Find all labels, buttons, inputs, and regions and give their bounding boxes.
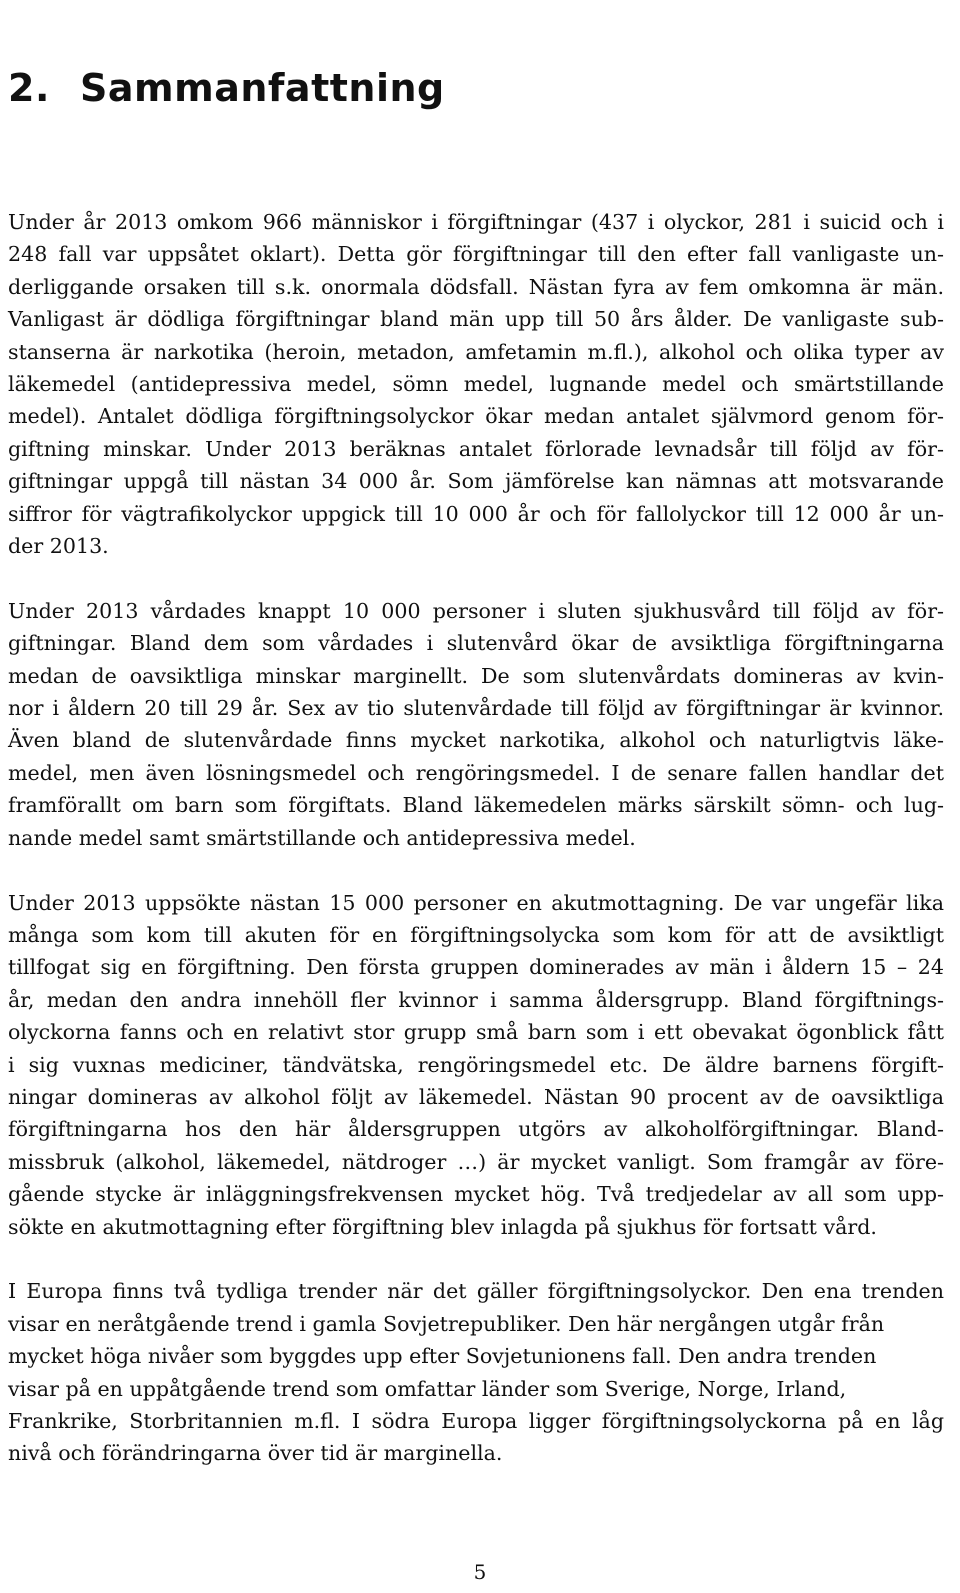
text-line: olyckorna fanns och en relativt stor grupp små barn som i ett obevakat ögonblick fått bbox=[8, 1020, 944, 1045]
text-line: Vanligast är dödliga förgiftningar bland män upp till 50 års ålder. De vanligaste sub- bbox=[8, 307, 944, 332]
text-line: många som kom till akuten för en förgiftningsolycka som kom för att de avsiktligt bbox=[8, 922, 944, 947]
text-line: giftningar uppgå till nästan 34 000 år. Som jämförelse kan nämnas att motsvarande bbox=[8, 469, 944, 494]
text-line: medel, men även lösningsmedel och rengöringsmedel. I de senare fallen handlar det bbox=[8, 760, 944, 785]
text-line: nor i åldern 20 till 29 år. Sex av tio slutenvårdade till följd av förgiftningar är kvinnor. bbox=[8, 696, 944, 721]
text-line: missbruk (alkohol, läkemedel, nätdroger …) är mycket vanligt. Som framgår av före- bbox=[8, 1149, 944, 1174]
paragraph-poisoning-deaths bbox=[8, 206, 944, 562]
text-line: i sig vuxnas mediciner, tändvätska, rengöringsmedel etc. De äldre barnens förgift- bbox=[8, 1052, 944, 1077]
text-line: nivå och förändringarna över tid är marginella. bbox=[8, 1441, 503, 1466]
text-line: medan de oavsiktliga minskar marginellt. De som slutenvårdats domineras av kvin- bbox=[8, 663, 944, 688]
text-line: tillfogat sig en förgiftning. Den första gruppen dominerades av män i åldern 15 – 24 bbox=[8, 955, 944, 980]
text-line: förgiftningarna hos den här åldersgruppen utgörs av alkoholförgiftningar. Bland- bbox=[8, 1117, 944, 1142]
body-text bbox=[8, 206, 944, 1502]
text-line: Även bland de slutenvårdade finns mycket narkotika, alkohol och naturligtvis läke- bbox=[8, 728, 944, 753]
section-number: 2. bbox=[8, 66, 50, 110]
text-line: visar en neråtgående trend i gamla Sovjetrepubliker. Den här nergången utgår från bbox=[8, 1311, 885, 1336]
text-line: stanserna är narkotika (heroin, metadon, amfetamin m.fl.), alkohol och olika typer av bbox=[8, 339, 944, 364]
page-number: 5 bbox=[473, 1560, 487, 1584]
section-title: Sammanfattning bbox=[80, 66, 445, 110]
text-line: giftningar. Bland dem som vårdades i slutenvård ökar de avsiktliga förgiftningarna bbox=[8, 631, 944, 656]
text-line: nande medel samt smärtstillande och antidepressiva medel. bbox=[8, 825, 636, 850]
text-line: visar på en uppåtgående trend som omfattar länder som Sverige, Norge, Irland, bbox=[8, 1376, 847, 1401]
text-line: läkemedel (antidepressiva medel, sömn medel, lugnande medel och smärtstillande bbox=[8, 372, 944, 397]
text-line: mycket höga nivåer som byggdes upp efter Sovjetunionens fall. Den andra trenden bbox=[8, 1344, 877, 1369]
text-line: siffror för vägtrafikolyckor uppgick till 10 000 år och för fallolyckor till 12 000 år un- bbox=[8, 501, 944, 526]
text-line: Under 2013 uppsökte nästan 15 000 personer en akutmottagning. De var ungefär lika bbox=[8, 890, 944, 915]
text-line: Under år 2013 omkom 966 människor i förgiftningar (437 i olyckor, 281 i suicid och i bbox=[8, 210, 944, 234]
text-line: derliggande orsaken till s.k. onormala dödsfall. Nästan fyra av fem omkomna är män. bbox=[8, 274, 944, 299]
text-line: medel). Antalet dödliga förgiftningsolyckor ökar medan antalet självmord genom för- bbox=[8, 404, 944, 429]
text-line: ningar domineras av alkohol följt av läkemedel. Nästan 90 procent av de oavsiktliga bbox=[8, 1084, 944, 1109]
paragraph-emergency-visits bbox=[8, 887, 944, 1243]
paragraph-inpatient-care bbox=[8, 595, 944, 854]
paragraph-europe-trends bbox=[8, 1275, 944, 1469]
text-line: år, medan den andra innehöll fler kvinnor i samma åldersgrupp. Bland förgiftnings- bbox=[8, 987, 944, 1012]
text-line: Under 2013 vårdades knappt 10 000 personer i sluten sjukhusvård till följd av för- bbox=[8, 598, 944, 623]
text-line: gående stycke är inläggningsfrekvensen mycket hög. Två tredjedelar av all som upp- bbox=[8, 1182, 944, 1207]
text-line: der 2013. bbox=[8, 534, 109, 559]
text-line: framförallt om barn som förgiftats. Bland läkemedelen märks särskilt sömn- och lug- bbox=[8, 793, 944, 818]
text-line: 248 fall var uppsåtet oklart). Detta gör förgiftningar till den efter fall vanligaste un- bbox=[8, 242, 944, 267]
text-line: giftning minskar. Under 2013 beräknas antalet förlorade levnadsår till följd av för- bbox=[8, 436, 944, 461]
section-heading bbox=[8, 66, 445, 110]
text-line: Frankrike, Storbritannien m.fl. I södra Europa ligger förgiftningsolyckorna på en låg bbox=[8, 1408, 944, 1433]
text-line: sökte en akutmottagning efter förgiftning blev inlagda på sjukhus för fortsatt vård. bbox=[8, 1214, 877, 1239]
text-line: I Europa finns två tydliga trender när det gäller förgiftningsolyckor. Den ena trenden bbox=[8, 1279, 944, 1304]
